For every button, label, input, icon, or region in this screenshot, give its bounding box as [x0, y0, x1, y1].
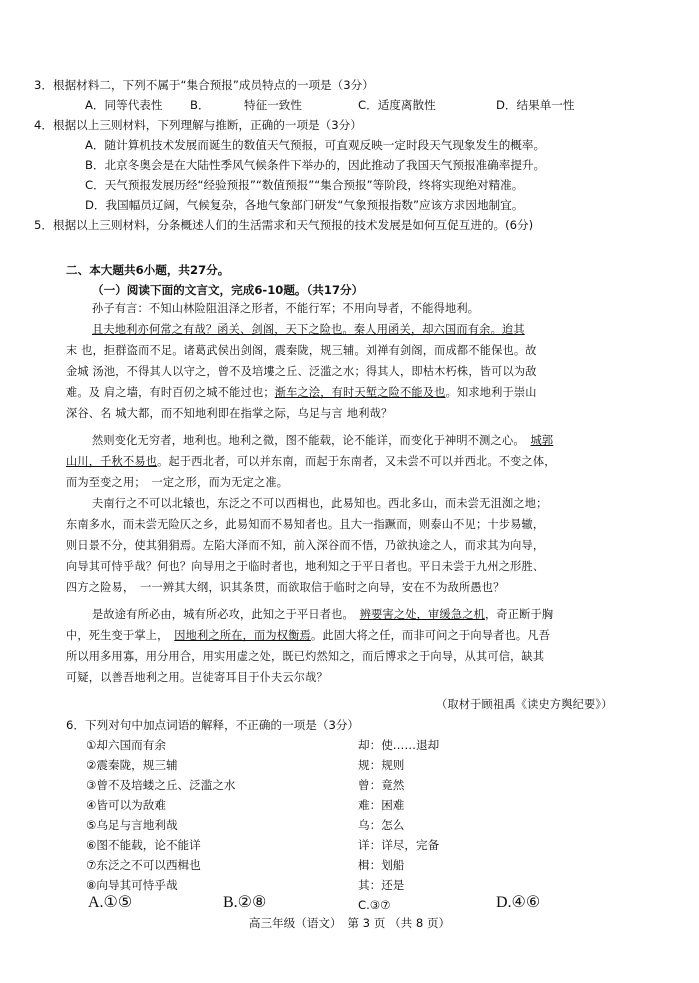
q6-item-left: ⑤乌足与言地利哉 [86, 818, 178, 832]
underlined-sentence: 城郭 [530, 434, 554, 447]
underlined-sentence: 辨要害之处，审缓急之机 [359, 608, 485, 621]
q6-item-right: 其：还是 [358, 878, 405, 892]
underlined-sentence: 渐车之浍，有时天堑之险不能及也 [274, 386, 446, 399]
q6-item-left: ②震秦陇，规三辅 [86, 758, 178, 772]
q4-stem: 4．根据以上三则材料，下列理解与推断，正确的一项是（3分） [34, 118, 362, 132]
q6-item-left: ③曾不及培蝼之丘、泛滥之水 [86, 778, 236, 792]
q6-stem: 6．下列对句中加点词语的解释，不正确的一项是（3分） [66, 718, 360, 732]
q6-choice-d: D.④⑥ [496, 894, 541, 911]
passage-line: 孙子有言：不知山林险阻沮泽之形者，不能行军；不用向导者，不能得地利。 [92, 302, 480, 315]
passage-line: 然则变化无穷者，地利也。地利之微，图不能载，论不能详，而变化于神明不测之心。 城郭 [92, 434, 554, 447]
q6-item-left: ④皆可以为敌难 [86, 798, 166, 812]
q3-option-c: C．适度离散性 [358, 98, 436, 112]
section-2-subtitle: （一）阅读下面的文言文，完成6-10题。（共17分） [92, 283, 364, 297]
passage-line: 则日景不分，使其狷狷焉。左陷大泽而不知，前入深谷而不悟，乃欲执途之人，而求其为向导， [66, 539, 545, 552]
q6-item-right: 曾：竟然 [358, 778, 405, 792]
q6-item-left: ⑦东泛之不可以西楫也 [86, 858, 201, 872]
underlined-sentence: 因地利之所在，而为权衡焉 [174, 629, 311, 642]
passage-line: 可疑，以善吾地利之用。岂徒寄耳目于仆夫云尔哉？ [66, 671, 328, 684]
q3-option-a: A．同等代表性 [85, 98, 163, 112]
passage-line: 所以用多用寡，用分用合，用实用虚之处，既已灼然知之，而后博求之于向导，从其可信，缺其 [66, 650, 545, 663]
passage-line: 中，死生变于掌上， 因地利之所在，而为权衡焉。此固大将之任，而非可问之于向导者也。凡吾 [66, 629, 551, 642]
q4-option-a: A．随计算机技术发展而诞生的数值天气预报，可直观反映一定时段天气现象发生的概率。 [85, 138, 546, 152]
q5-stem: 5．根据以上三则材料，分条概述人们的生活需求和天气预报的技术发展是如何互促互进的。(6分) [34, 218, 534, 232]
q6-item-right: 难：困难 [358, 798, 405, 812]
passage-line: 而为至变之用； 一定之形，而为无定之准。 [66, 476, 289, 489]
q6-item-right: 却：使……退却 [358, 738, 440, 752]
underlined-sentence: 山川，千秋不易也 [66, 455, 158, 468]
passage-line: 夫南行之不可以北辕也，东泛之不可以西楫也，此易知也。西北多山，而未尝无沮洳之地； [92, 497, 548, 510]
q6-item-left: ⑥图不能载，论不能详 [86, 838, 201, 852]
q3-option-b-label: B． [190, 98, 210, 112]
page-footer: 高三年级（语文） 第 3 页 （共 8 页） [248, 916, 451, 930]
q3-stem: 3．根据材料二，下列不属于“集合预报”成员特点的一项是（3分） [34, 78, 374, 92]
q6-choice-c: C.③⑦ [358, 898, 391, 912]
passage-source: （取材于顾祖禹《读史方舆纪要》） [436, 698, 613, 711]
passage-line: 向导其可恃乎哉？何也？向导用之于临时者也，地利知之于平日者也。平日未尝于九州之形胜、 [66, 560, 545, 573]
passage-line: 是故途有所必由，城有所必攻，此知之于平日者也。 辨要害之处，审缓急之机，奇正断于胸 [92, 608, 554, 621]
q6-item-right: 乌：怎么 [358, 818, 405, 832]
passage-line: 四方之险易， 一一辨其大纲，识其条贯，而欲取信于临时之向导，安在不为敌所愚也？ [66, 581, 505, 594]
passage-line: 难。及 肩之墙，有时百仞之城不能过也；渐车之浍，有时天堑之险不能及也。知求地利于崇山 [66, 386, 537, 399]
passage-line: 金城 汤池，不得其人以守之，曾不及培塿之丘、泛滥之水；得其人，即枯木朽株，皆可以为敌 [66, 365, 537, 378]
q4-option-b: B．北京冬奥会是在大陆性季风气候条件下举办的，因此推动了我国天气预报准确率提升。 [85, 158, 546, 172]
passage-line: 深谷、名 城大都，而不知地利即在指掌之际，乌足与言 地利哉？ [66, 407, 393, 420]
q6-item-right: 详：详尽，完备 [358, 838, 440, 852]
section-2-title: 二、本大题共6小题，共27分。 [66, 263, 230, 277]
q6-choice-b: B.②⑧ [223, 894, 267, 911]
q4-option-c: C．天气预报发展历经“经验预报”“数值预报”“集合预报”等阶段，终将实现绝对精准。 [85, 178, 524, 192]
q4-option-d: D．我国幅员辽阔，气候复杂，各地气象部门研发“气象预报指数”应该方求因地制宜。 [85, 198, 524, 212]
passage-line: 山川，千秋不易也。起于西北者，可以并东南，而起于东南者，又未尝不可以并西北。不变之体， [66, 455, 556, 468]
q6-choice-a: A.①⑤ [88, 894, 133, 911]
q6-item-left: ⑧向导其可恃乎哉 [86, 878, 178, 892]
q3-option-b-text: 特征一致性 [244, 98, 302, 112]
q6-item-right: 规：规则 [358, 758, 405, 772]
q3-option-d: D．结果单一性 [496, 98, 575, 112]
passage-line: 东南多水，而未尝无险仄之乡，此易知而不易知者也。且大一指蹶而，则泰山不见；十步易辙， [66, 518, 545, 531]
q6-item-right: 楫：划船 [358, 858, 405, 872]
passage-line: 且夫地利亦何常之有哉？函关、剑阁，天下之险也。秦人用函关，却六国而有余。迨其 [92, 323, 525, 336]
q6-item-left: ①却六国而有余 [86, 738, 166, 752]
passage-line: 末 也，拒群盗而不足。诸葛武侯出剑阁，震秦陇，规三辅。刘禅有剑阁，而成都不能保也。故 [66, 344, 537, 357]
